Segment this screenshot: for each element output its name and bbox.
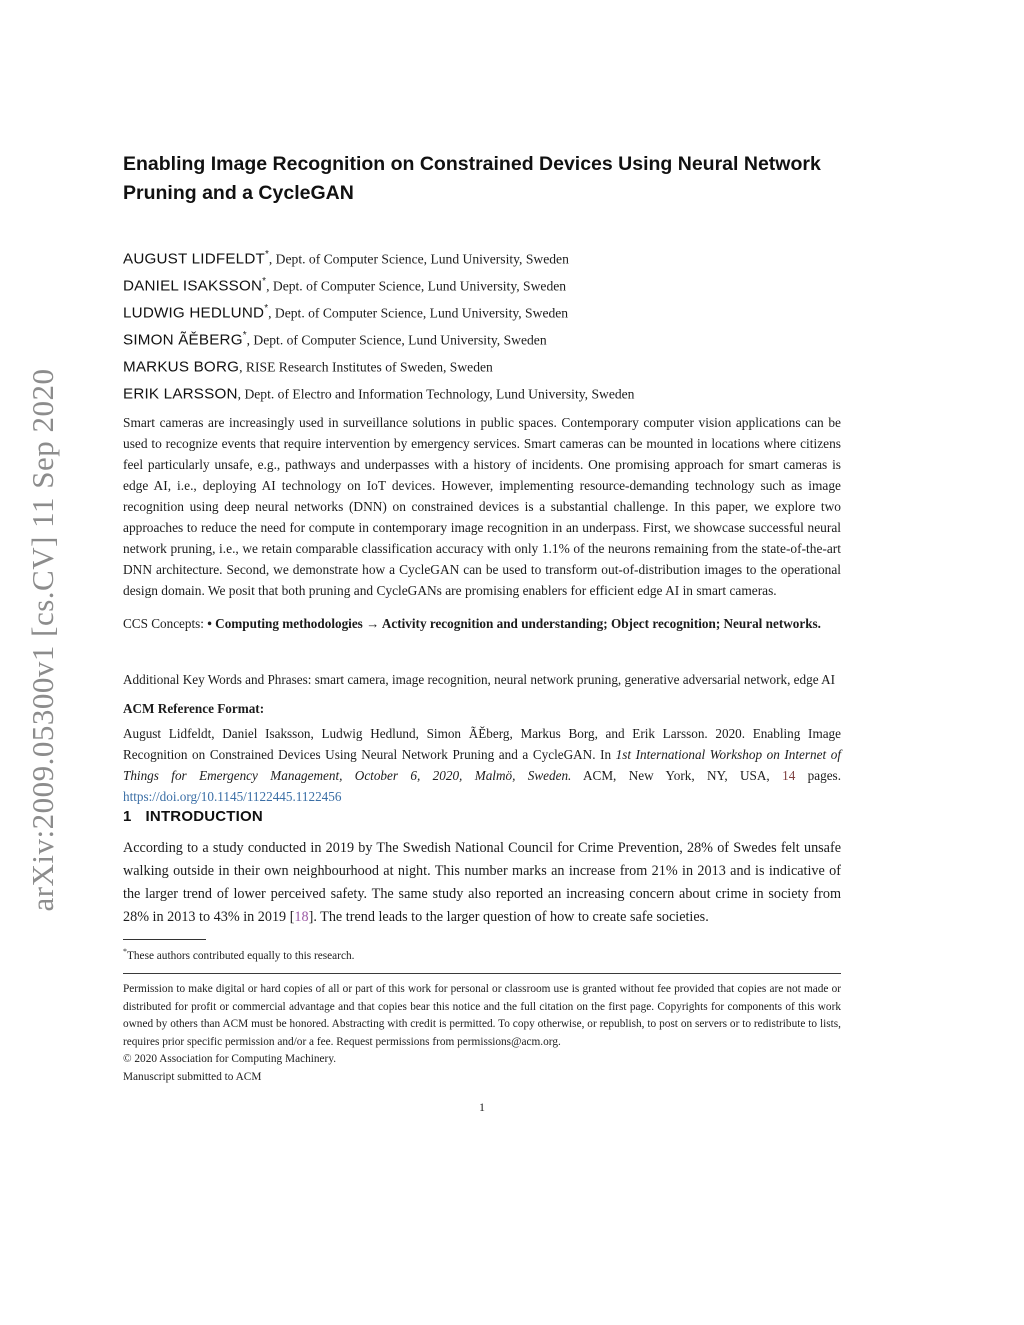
equal-contribution-text: These authors contributed equally to this research. bbox=[127, 949, 355, 962]
manuscript-line: Manuscript submitted to ACM bbox=[123, 1070, 262, 1083]
equal-contribution-note bbox=[123, 943, 841, 965]
author-line bbox=[123, 349, 841, 376]
acm-reference-venue: 1st International Workshop on Internet of Things for Emergency Management, October 6, 2020, Malmö, Sweden. bbox=[123, 747, 841, 783]
author-line bbox=[123, 322, 841, 349]
acm-reference-publisher: ACM, New York, NY, USA, bbox=[571, 768, 783, 783]
intro-text-after-citation: ]. The trend leads to the larger question of how to create safe societies. bbox=[308, 909, 709, 925]
footnote-divider bbox=[123, 939, 206, 940]
author-line bbox=[123, 376, 841, 403]
author-affiliation: , Dept. of Computer Science, Lund University, Sweden bbox=[268, 251, 569, 267]
copyright-line: © 2020 Association for Computing Machinery. bbox=[123, 1053, 337, 1066]
footnote-region bbox=[123, 939, 841, 1086]
permission-divider bbox=[123, 973, 841, 974]
section-number: 1 bbox=[123, 808, 132, 825]
arxiv-watermark: arXiv:2009.05300v1 [cs.CV] 11 Sep 2020 bbox=[25, 368, 60, 912]
author-name: DANIEL ISAKSSON bbox=[123, 277, 263, 295]
section-heading-introduction bbox=[123, 808, 841, 825]
author-line bbox=[123, 295, 841, 322]
author-equal-contrib-mark: * bbox=[264, 249, 269, 260]
author-equal-contrib-mark: * bbox=[264, 303, 269, 314]
author-affiliation: , RISE Research Institutes of Sweden, Sweden bbox=[239, 359, 493, 375]
permission-statement: Permission to make digital or hard copies of all or part of this work for personal or classroom use is granted without fee provided that copies are not made or distributed for profit or commercial advantage and that copies bear this notice and the full citation on the first page. Copyrights for components of this work owned by others than ACM must be honored. Abstracting with credit is permitted. To copy otherwise, or republish, to post on servers or to redistribute to lists, requires prior specific permission and/or a fee. Request permissions from permissions@acm.org. bbox=[123, 983, 841, 1048]
page-number: 1 bbox=[479, 1100, 485, 1114]
acm-reference-heading: ACM Reference Format: bbox=[123, 701, 265, 716]
acm-reference-authors: August Lidfeldt, Daniel Isaksson, Ludwig Hedlund, Simon ÃĚberg, Markus Borg, and Erik Larsson. 2020. Enabling Image Recognition on Constrained Devices Using Neural Network Pruning and a CycleGAN. In bbox=[123, 726, 841, 762]
introduction-paragraph bbox=[123, 837, 841, 929]
acm-reference-pages-word: pages. bbox=[795, 768, 841, 783]
paper-title: Enabling Image Recognition on Constrained Devices Using Neural Network Pruning and a CycleGAN bbox=[123, 153, 821, 204]
section-title: INTRODUCTION bbox=[145, 808, 263, 825]
acm-reference-text bbox=[123, 723, 841, 807]
author-affiliation: , Dept. of Computer Science, Lund University, Sweden bbox=[246, 332, 547, 348]
citation-18[interactable]: 18 bbox=[294, 909, 309, 925]
doi-link[interactable]: https://doi.org/10.1145/1122445.1122456 bbox=[123, 789, 342, 804]
author-name: LUDWIG HEDLUND bbox=[123, 304, 265, 322]
ccs-concepts bbox=[123, 613, 841, 634]
acm-reference-page-count: 14 bbox=[782, 768, 796, 783]
footnote-asterisk: * bbox=[123, 947, 127, 956]
keywords-line: Additional Key Words and Phrases: smart camera, image recognition, neural network pruning, generative adversarial network, edge AI bbox=[123, 672, 836, 687]
author-equal-contrib-mark: * bbox=[262, 276, 267, 287]
author-name: AUGUST LIDFELDT bbox=[123, 250, 265, 268]
ccs-content: • Computing methodologies → Activity recognition and understanding; Object recognition; Neural networks. bbox=[207, 616, 821, 631]
author-line bbox=[123, 241, 841, 268]
author-affiliation: , Dept. of Computer Science, Lund University, Sweden bbox=[266, 278, 567, 294]
author-affiliation: , Dept. of Electro and Information Technology, Lund University, Sweden bbox=[237, 386, 635, 402]
author-equal-contrib-mark: * bbox=[242, 330, 247, 341]
author-name: SIMON ÃĚBERG bbox=[123, 331, 243, 349]
author-line bbox=[123, 268, 841, 295]
author-affiliation: , Dept. of Computer Science, Lund University, Sweden bbox=[268, 305, 569, 321]
abstract-text: Smart cameras are increasingly used in surveillance solutions in public spaces. Contemporary computer vision applications can be used to recognize events that require intervention by emergency services. Smart cameras can be mounted in locations where citizens feel particularly unsafe, e.g., pathways and underpasses with a history of incidents. One promising approach for smart cameras is edge AI, i.e., deploying AI technology on IoT devices. However, implementing resource-demanding technology such as image recognition using deep neural networks (DNN) on constrained devices is a substantial challenge. In this paper, we explore two approaches to reduce the need for compute in contemporary image recognition in an underpass. First, we showcase successful neural network pruning, i.e., we retain comparable classification accuracy with only 1.1% of the neurons remaining from the state-of-the-art DNN architecture. Second, we demonstrate how a CycleGAN can be used to transform out-of-distribution images to the operational design domain. We posit that both pruning and CycleGANs are promising enablers for efficient edge AI in smart cameras. bbox=[123, 415, 841, 598]
author-list bbox=[123, 241, 841, 403]
ccs-label: CCS Concepts: bbox=[123, 616, 208, 631]
intro-text-before-citation: According to a study conducted in 2019 by The Swedish National Council for Crime Prevention, 28% of Swedes felt unsafe walking outside in their own neighbourhood at night. This number marks an increase from 21% in 2013 and is indicative of the larger trend of lower perceived safety. The same study also reported an increasing concern about crime in society from 28% in 2013 to 43% in 2019 [ bbox=[123, 840, 841, 925]
author-name: ERIK LARSSON bbox=[123, 385, 238, 403]
author-name: MARKUS BORG bbox=[123, 358, 240, 376]
